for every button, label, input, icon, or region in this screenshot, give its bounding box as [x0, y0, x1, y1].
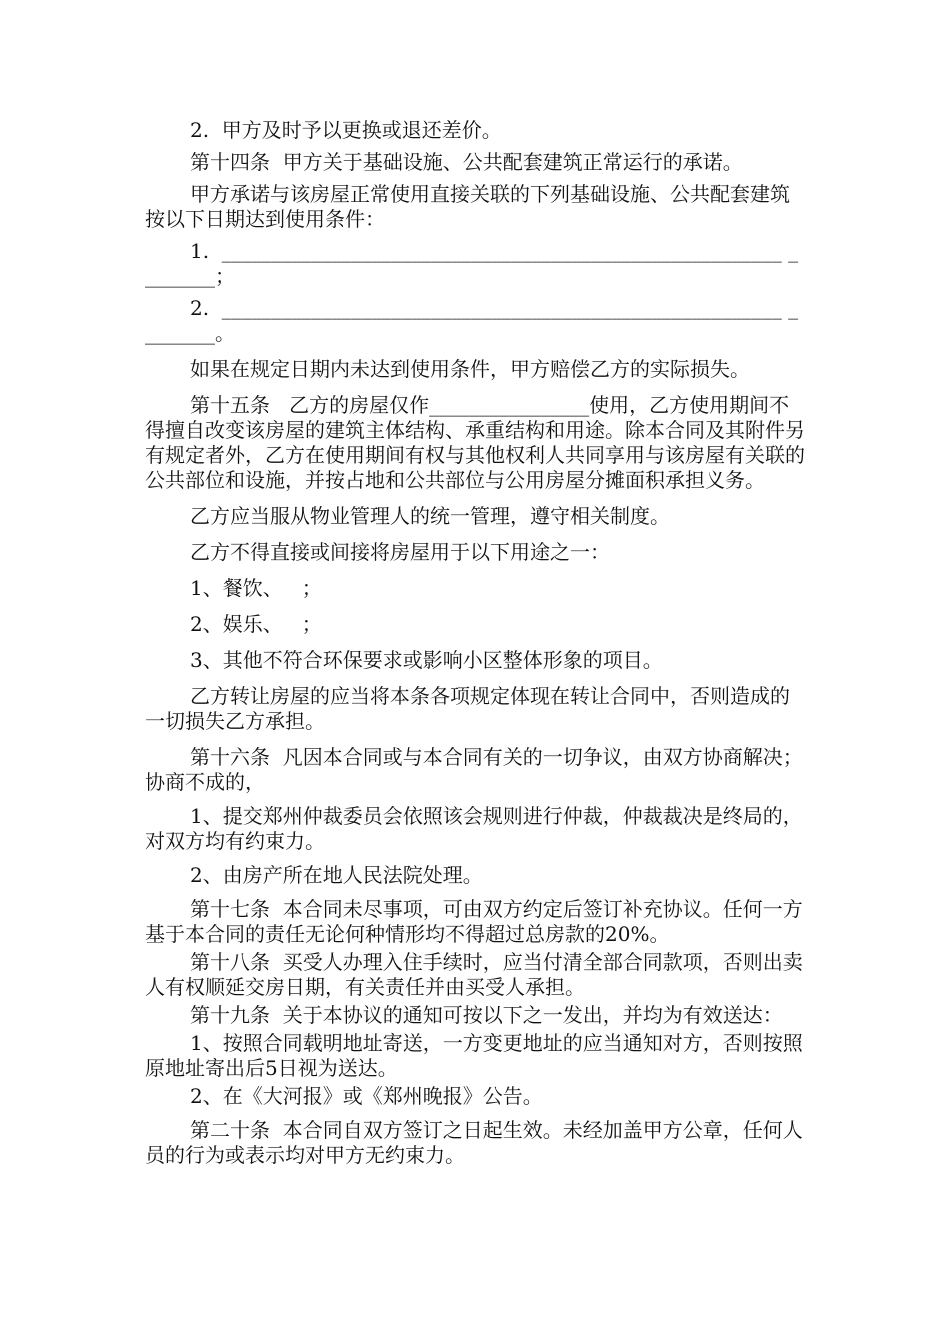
paragraph-court: 2、由房产所在地人民法院处理。 [190, 863, 483, 887]
paragraph-compensation: 如果在规定日期内未达到使用条件，甲方赔偿乙方的实际损失。 [190, 357, 750, 381]
paragraph-arbitration: 1、提交郑州仲裁委员会依照该会规则进行仲裁，仲裁裁决是终局的，对双方均有约束力。 [145, 804, 803, 853]
document-body [145, 118, 805, 1168]
paragraph-article-17: 第十七条 本合同未尽事项，可由双方约定后签订补充协议。任何一方基于本合同的责任无论何种情形均不得超过总房款的20%。 [145, 897, 803, 946]
paragraph-use-item-3: 3、其他不符合环保要求或影响小区整体形象的项目。 [190, 648, 663, 672]
paragraph-article-18: 第十八条 买受人办理入住手续时，应当付清全部合同款项，否则出卖人有权顺延交房日期，有关责任并由买受人承担。 [145, 950, 803, 999]
paragraph-blank-item-2: 2. ________________________________________________________ ________。 [145, 296, 799, 345]
paragraph-use-item-2: 2、娱乐、 ； [190, 612, 322, 636]
paragraph-blank-item-1: 1. ________________________________________________________ ________； [145, 239, 799, 288]
paragraph-notice-item-2: 2、在《大河报》或《郑州晚报》公告。 [190, 1084, 543, 1108]
paragraph-use-item-1: 1、餐饮、 ； [190, 576, 322, 600]
paragraph-article-16: 第十六条 凡因本合同或与本合同有关的一切争议，由双方协商解决；协商不成的， [145, 745, 803, 794]
paragraph-replace-or-refund: 2. 甲方及时予以更换或退还差价。 [190, 118, 502, 142]
paragraph-article-14-body: 甲方承诺与该房屋正常使用直接关联的下列基础设施、公共配套建筑按以下日期达到使用条件： [145, 182, 790, 231]
paragraph-article-15: 第十五条 乙方的房屋仅作________________使用，乙方使用期间不得擅自改变该房屋的建筑主体结构、承重结构和用途。除本合同及其附件另有规定者外，乙方在使用期间有权与其他权利人共同享用与该房屋有关联的公共部位和设施，并按占地和公共部位与公用房屋分摊面积承担义务。 [145, 393, 805, 492]
paragraph-article-14-title: 第十四条 甲方关于基础设施、公共配套建筑正常运行的承诺。 [190, 150, 743, 174]
paragraph-article-19: 第十九条 关于本协议的通知可按以下之一发出，并均为有效送达： [190, 1003, 783, 1027]
paragraph-notice-item-1: 1、按照合同载明地址寄送，一方变更地址的应当通知对方，否则按照原地址寄出后5日视为送达。 [145, 1031, 803, 1080]
paragraph-article-20: 第二十条 本合同自双方签订之日起生效。未经加盖甲方公章，任何人员的行为或表示均对甲方无约束力。 [145, 1118, 803, 1167]
paragraph-transfer: 乙方转让房屋的应当将本条各项规定体现在转让合同中，否则造成的一切损失乙方承担。 [145, 684, 790, 733]
paragraph-property-management: 乙方应当服从物业管理人的统一管理，遵守相关制度。 [190, 504, 670, 528]
paragraph-prohibited-uses: 乙方不得直接或间接将房屋用于以下用途之一： [190, 540, 610, 564]
